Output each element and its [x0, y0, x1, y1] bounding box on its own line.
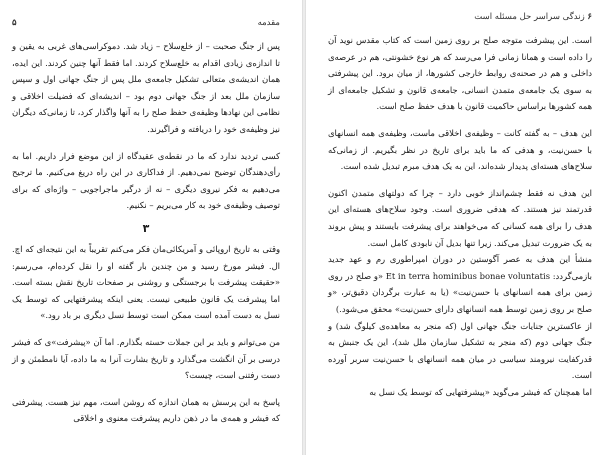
right-page	[306, 0, 608, 455]
left-page-header	[12, 16, 280, 30]
right-page-number: ۶	[587, 12, 592, 22]
paragraph: این هدف – به گفته کانت – وظیفه‌ی اخلاقی ماست، وظیفه‌ی همه انسانهای با حسن‌نیت، و هدفی که ما باید برای تاریخ در نظر بگیریم. از زمانی‌که سلاح‌های هسته‌ای پدیدار شده‌اند، این به یک هدف مبرم تبدیل شده است.	[328, 127, 592, 172]
section-number: ۳	[142, 221, 150, 235]
right-page-body	[328, 32, 592, 400]
left-page-body	[12, 38, 280, 427]
paragraph: پاسخ به این پرسش به همان اندازه که روشن است، مهم نیز هست. پیشرفتی که فیشر و همه‌ی ما در ذهن داریم پیشرفت معنوی و اخلاقی	[12, 396, 280, 424]
paragraph: وقتی به تاریخ اروپائی و آمریکائی‌مان فکر می‌کنم تقریباً به این نتیجه‌ای که اچ. ال. فیشر مورخ رسید و من چندین بار گفته او را نقل کرده‌ام، می‌رسم: «حقیقت پیشرفت با برجستگی و روشنی بر صفحات تاریخ نقش بسته است. اما پیشرفت یک قانون طبیعی نیست. یعنی اینکه پیشرفتهایی که توسط یک نسل به دست آمده است ممکن است توسط نسل دیگری بر باد رود.»	[12, 243, 280, 321]
paragraph: است. این پیشرفت متوجه صلح بر روی زمین است که کتاب مقدس نوید آن را داده است و همانا زمانی فرا می‌رسد که هر نوع خشونتی، هم در عرصه‌ی داخلی و هم در صحنه‌ی روابط خارجی کشورها، از میان برود. این پیشرفتی به سوی یک جامعه‌ی متمدن انسانی، جامعه‌ی قانون و تشکیل جامعه‌ای از همه کشورها براساس حاکمیت قانون با هدف حفظ صلح است.	[328, 35, 592, 112]
paragraph: از عاکسترین جنایات جنگ جهانی اول (که منجر به معاهده‌ی کیلوگ شد) و جنگ جهانی دوم (که منجر به تشکیل سازمان ملل شد)، این یک جنبش به قدرکفایت نیرومند سیاسی در میان همه انسانهای با حسن‌نیت سربر آورده است.	[328, 320, 592, 381]
paragraph: پس از جنگ صحبت – از خلع‌سلاح – زیاد شد. دموکراسی‌های غربی به یقین و تا اندازه‌ی زیادی اقدام به خلع‌سلاح کردند. اما فقط آنها چنین کردند. این ایده، همان اندیشه‌ی متعالی تشکیل جامعه‌ی ملل پس از جنگ جهانی اول و سپس سازمان ملل بعد از جنگ جهانی دوم بود – اندیشه‌ای که فضیلت اخلاقی و نظامی این نهادها وظیفه‌ی حفظ صلح را به آنها واگذار کرد، تا زمانی‌که دیگران نیز وظیفه‌ی خود را دریافته و فراگیرند.	[12, 41, 280, 134]
left-running-title: مقدمه	[257, 18, 280, 28]
paragraph: منشأ این هدف به عصر آگوستین در دوران امپراطوری رم و عهد جدید بازمی‌گردد: Et in terra hominibus bonae voluntatis «و صلح در روی زمین برای همه انسانهای با حسن‌نیت» (یا به عبارت برگردان دقیق‌تر، «و صلح بر روی زمین توسط همه انسانهای دارای حسن‌نیت» محقق می‌شود.)	[328, 254, 592, 314]
right-running-title	[474, 10, 592, 24]
right-page-header	[328, 10, 592, 24]
right-running-title-text: زندگی سراسر حل مسئله است	[474, 12, 585, 22]
left-page-number: ۵	[12, 18, 17, 28]
paragraph: اما همچنان که فیشر می‌گوید «پیشرفتهایی که توسط یک نسل به	[369, 386, 592, 397]
paragraph: کسی تردید ندارد که ما در نقطه‌ی عقیدگاه از این موضع فرار داریم. اما به رأی‌دهندگان توضیح نمی‌دهیم. از فداکاری در این راه دریغ می‌کنیم. ما ترجیح می‌دهیم به فکر نیروی دیگری – نه از درگیر ما‌جراجویی – واژه‌ای که برای توصیف وظیفه‌ی خود به کار می‌بریم – نکنیم.	[12, 150, 280, 211]
left-page	[0, 0, 302, 455]
paragraph: من می‌توانم و باید بر این جملات حسته بگذارم. اما آن «پیشرفت»ی که فیشر درسی بر آن انگشت می‌گذارد و تاریخ بشارت آنرا به ما داده، آیا نامطمئن و از دست رفتنی است، چیست؟	[12, 336, 280, 381]
paragraph: این هدف نه فقط چشم‌انداز خوبی دارد – چرا که دولتهای متمدن اکنون قدرتمند نیز هستند. که هدفی ضروری است. وجود سلاح‌های هسته‌ای این هدف را برای همه کسانی که می‌خواهند برای پیشرفت بایستند و پیش بروند به یک ضرورت تبدیل می‌کند. زیرا تنها بدیل آن نابودی کامل است.	[328, 187, 592, 248]
